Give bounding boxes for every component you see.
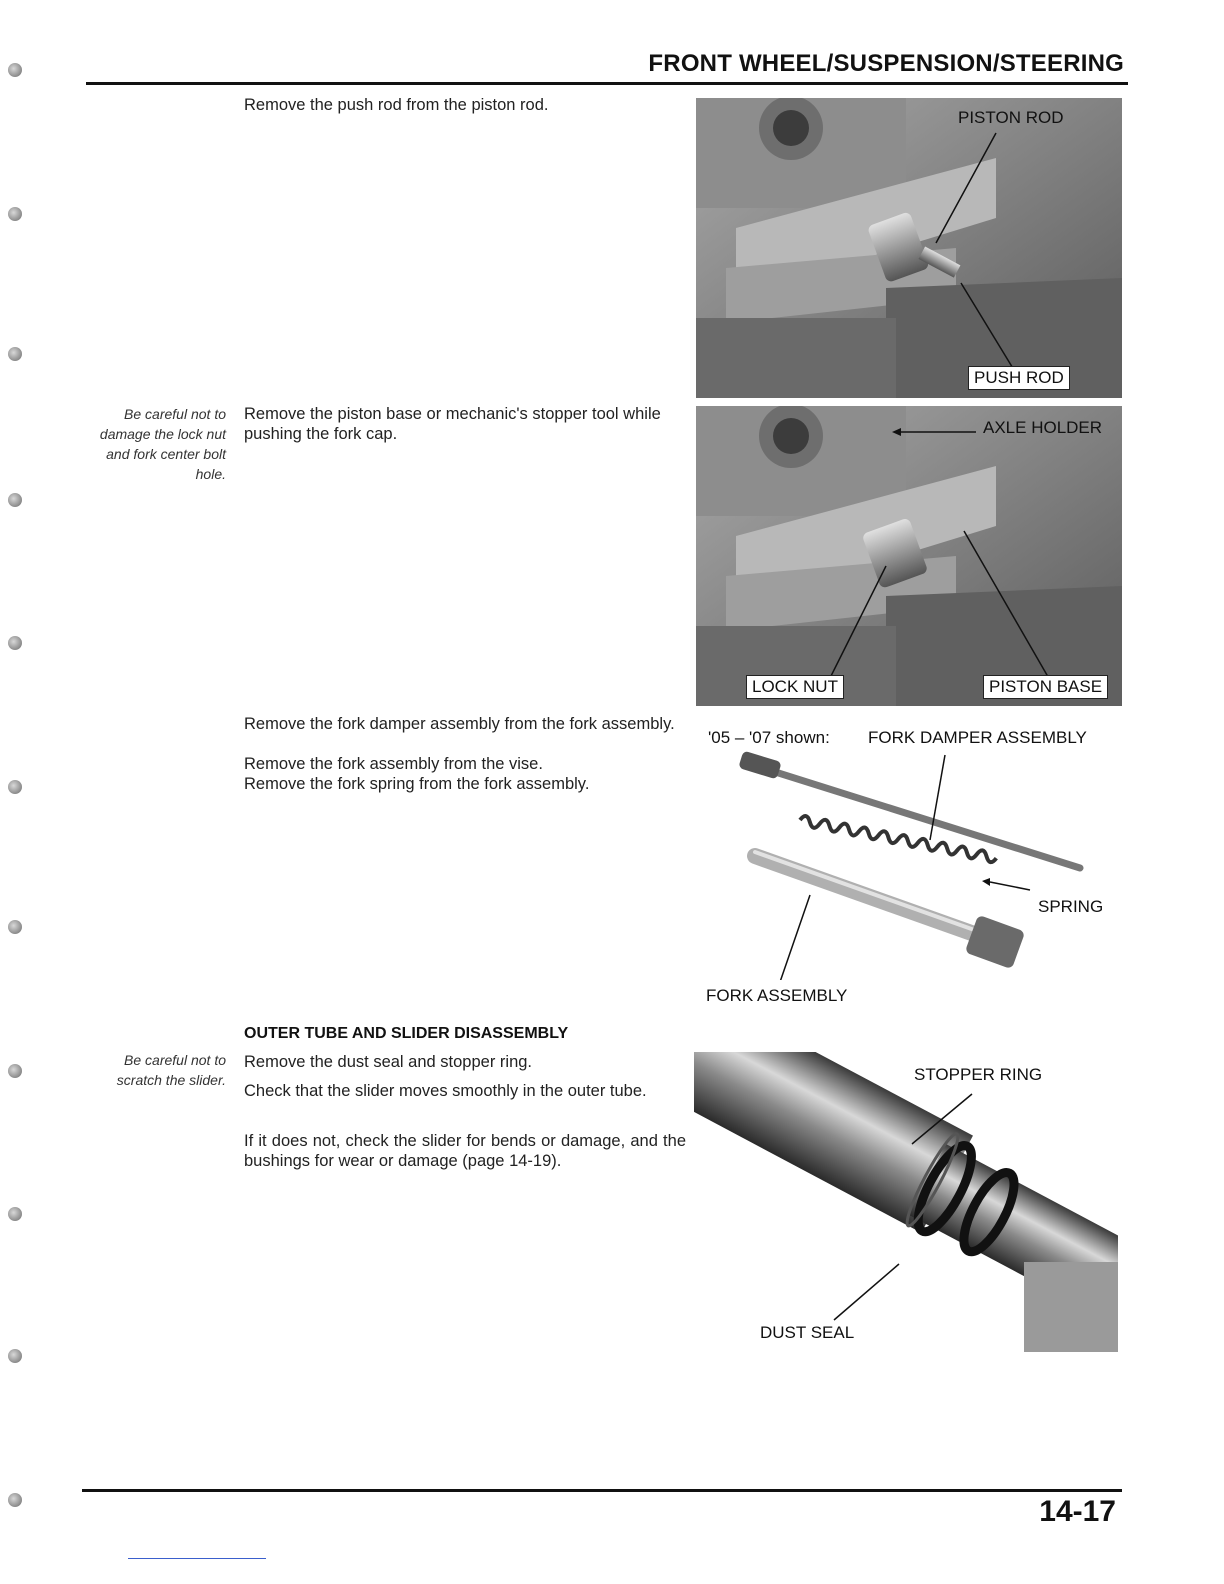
side-note-lock-nut-caution: Be careful not to damage the lock nut and fork center bolt hole. bbox=[99, 406, 226, 482]
figure-axle-holder-photo bbox=[696, 406, 1122, 706]
label-model-years-shown: '05 – '07 shown: bbox=[708, 728, 830, 747]
footer-rule bbox=[82, 1489, 1122, 1492]
label-fork-damper-assembly: FORK DAMPER ASSEMBLY bbox=[868, 728, 1087, 747]
label-spring: SPRING bbox=[1038, 897, 1104, 916]
binder-hole bbox=[8, 493, 22, 507]
figure-fork-components bbox=[700, 750, 1120, 980]
label-dust-seal: DUST SEAL bbox=[760, 1323, 855, 1342]
figure-outer-tube-photo bbox=[694, 1052, 1118, 1352]
binder-hole bbox=[8, 207, 22, 221]
binder-hole bbox=[8, 63, 22, 77]
binder-hole bbox=[8, 1064, 22, 1078]
binder-hole bbox=[8, 347, 22, 361]
binder-hole bbox=[8, 1349, 22, 1363]
side-note-slider-caution: Be careful not to scratch the slider. bbox=[116, 1052, 226, 1088]
step-check-slider: Check that the slider moves smoothly in the outer tube. bbox=[244, 1082, 647, 1100]
binder-hole bbox=[8, 1493, 22, 1507]
label-lock-nut: LOCK NUT bbox=[746, 675, 844, 699]
step-remove-fork-spring: Remove the fork spring from the fork assembly. bbox=[244, 775, 590, 793]
page-number: 14-17 bbox=[1039, 1495, 1116, 1528]
label-stopper-ring: STOPPER RING bbox=[914, 1065, 1043, 1084]
figure-piston-rod-photo bbox=[696, 98, 1122, 398]
step-remove-piston-base: Remove the piston base or mechanic's stopper tool while pushing the fork cap. bbox=[244, 405, 661, 443]
page-header-title: FRONT WHEEL/SUSPENSION/STEERING bbox=[648, 50, 1124, 77]
piston-rod-illustration bbox=[696, 98, 1122, 398]
binder-hole bbox=[8, 636, 22, 650]
step-remove-fork-damper: Remove the fork damper assembly from the fork assembly. bbox=[244, 715, 675, 733]
binder-hole bbox=[8, 1207, 22, 1221]
step-inspect-slider-bushings: If it does not, check the slider for bends or damage, and the bushings for wear or damage (page 14-19). bbox=[244, 1132, 686, 1170]
footer-link-underline bbox=[128, 1558, 266, 1559]
step-remove-dust-seal: Remove the dust seal and stopper ring. bbox=[244, 1053, 533, 1071]
fork-components-illustration bbox=[700, 750, 1120, 980]
label-push-rod: PUSH ROD bbox=[968, 366, 1070, 390]
section-heading-outer-tube: OUTER TUBE AND SLIDER DISASSEMBLY bbox=[244, 1025, 569, 1042]
label-piston-rod: PISTON ROD bbox=[958, 108, 1064, 127]
header-rule bbox=[86, 82, 1128, 85]
step-remove-fork-from-vise: Remove the fork assembly from the vise. bbox=[244, 755, 543, 773]
axle-holder-illustration bbox=[696, 406, 1122, 706]
step-remove-push-rod: Remove the push rod from the piston rod. bbox=[244, 96, 549, 114]
label-fork-assembly: FORK ASSEMBLY bbox=[706, 986, 848, 1005]
outer-tube-illustration bbox=[694, 1052, 1118, 1352]
binder-hole bbox=[8, 780, 22, 794]
label-axle-holder: AXLE HOLDER bbox=[983, 418, 1103, 437]
binder-hole bbox=[8, 920, 22, 934]
label-piston-base: PISTON BASE bbox=[983, 675, 1108, 699]
